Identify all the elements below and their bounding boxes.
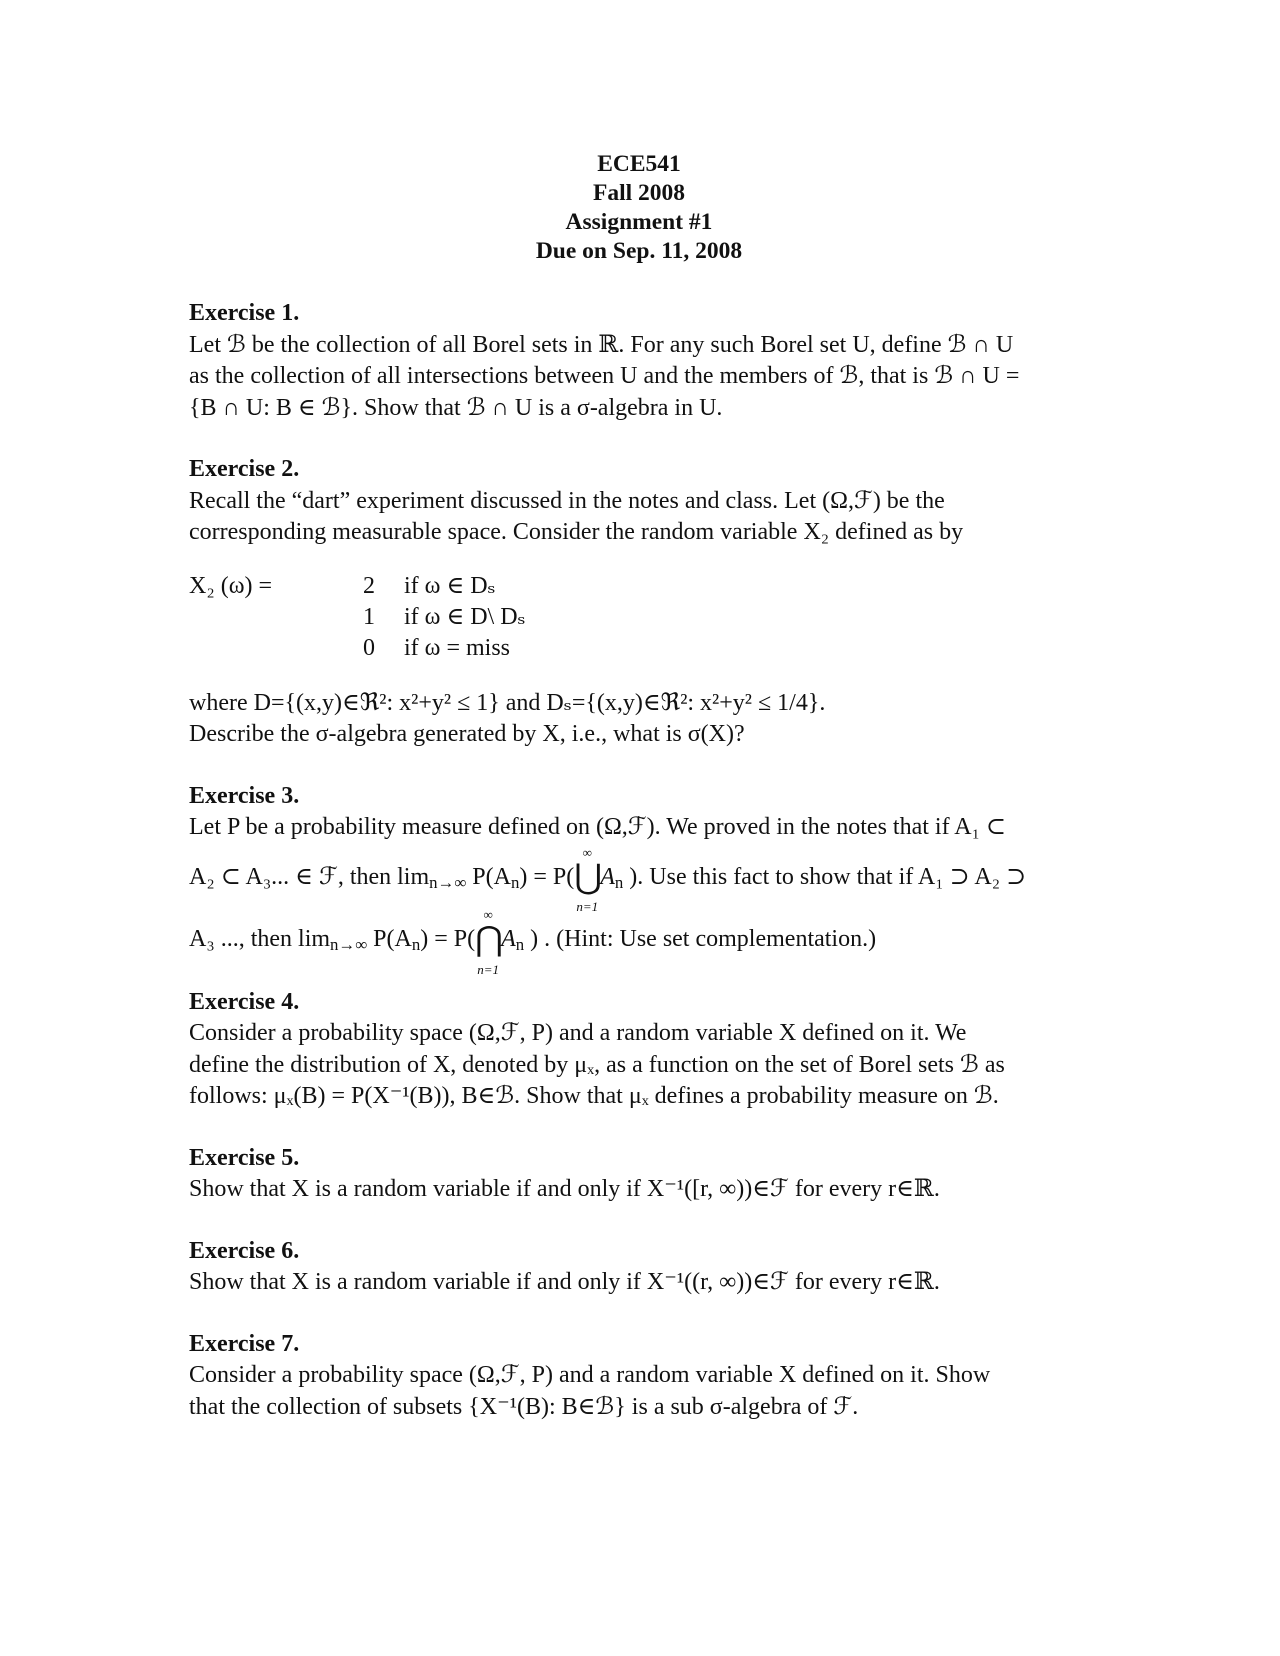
exercise-text-line: define the distribution of X, denoted by μₓ, as a function on the set of Borel sets ℬ as <box>189 1051 1005 1078</box>
exercise-text-line: that the collection of subsets {X⁻¹(B): B∈ℬ} is a sub σ-algebra of ℱ. <box>189 1393 859 1420</box>
exercise-title: Exercise 6. <box>189 1237 300 1264</box>
intersection-operator: ∞ ⋂ n=1 <box>475 907 503 977</box>
exercise-text-line: follows: μₓ(B) = P(X⁻¹(B)), B∈ℬ. Show that μₓ defines a probability measure on ℬ. <box>189 1083 999 1110</box>
exercise-1 <box>189 298 1089 424</box>
intersection-limit-line: A₃ ..., then $\lim_{n\to\infty} P(A_n) = P$( ∞ ⋂ n=1 $A_n$ ) . (Hint: Use set complementation.) <box>189 907 877 977</box>
term: Fall 2008 <box>592 180 686 206</box>
exercise-text-line: Describe the σ-algebra generated by X, i.e., what is σ(X)? <box>189 721 745 747</box>
exercise-7 <box>189 1329 1089 1424</box>
piecewise-definition <box>189 571 1089 664</box>
case-condition: if ω ∈ D\ Dₛ <box>404 603 526 630</box>
exercise-4 <box>189 987 1089 1113</box>
assignment-page <box>189 150 1089 1423</box>
exercise-text-line: where D={(x,y)∈ℜ²: x²+y² ≤ 1} and Dₛ={(x,y)∈ℜ²: x²+y² ≤ 1/4}. <box>189 689 826 716</box>
exercise-title: Exercise 1. <box>189 300 300 326</box>
exercise-text-line: Recall the “dart” experiment discussed in the notes and class. Let (Ω,ℱ) be the <box>189 487 945 514</box>
exercise-text-line: Let ℬ be the collection of all Borel sets in ℝ. For any such Borel set U, define ℬ ∩ U <box>189 331 1014 358</box>
assignment-header <box>189 150 1089 266</box>
exercise-3 <box>189 781 1089 977</box>
case-condition: if ω ∈ Dₛ <box>404 572 496 599</box>
case-row <box>189 633 1089 664</box>
course-code: ECE541 <box>597 151 681 177</box>
exercise-5 <box>189 1143 1089 1206</box>
exercise-text-line: corresponding measurable space. Consider the random variable X₂ defined as by <box>189 519 964 545</box>
case-row <box>189 571 1089 602</box>
exercise-title: Exercise 7. <box>189 1330 300 1357</box>
exercise-6 <box>189 1236 1089 1299</box>
exercise-text-line: Show that X is a random variable if and only if X⁻¹([r, ∞))∈ℱ for every r∈ℝ. <box>189 1176 940 1203</box>
case-value: 0 <box>363 634 375 661</box>
exercise-title: Exercise 5. <box>189 1144 300 1171</box>
due-date: Due on Sep. 11, 2008 <box>535 238 743 264</box>
union-operator: ∞ ⋃ n=1 <box>574 844 603 914</box>
exercise-title: Exercise 4. <box>189 988 300 1015</box>
union-limit-line: A₂ ⊂ A₃... ∈ ℱ, then $\lim_{n\to\infty} P(A_n) = P$( ∞ ⋃ n=1 $A_n$ ). Use this fact to show that if A₁ ⊃ A₂ ⊃ <box>189 844 1027 914</box>
case-value: 1 <box>363 603 375 630</box>
case-row <box>189 602 1089 633</box>
exercise-title: Exercise 2. <box>189 456 300 482</box>
exercise-text-line: {B ∩ U: B ∈ ℬ}. Show that ℬ ∩ U is a σ-algebra in U. <box>189 394 723 421</box>
exercise-text-line: Consider a probability space (Ω,ℱ, P) and a random variable X defined on it. We <box>189 1020 967 1047</box>
assignment-title: Assignment #1 <box>565 209 713 235</box>
case-condition: if ω = miss <box>404 634 511 661</box>
exercise-text-line: as the collection of all intersections between U and the members of ℬ, that is ℬ ∩ U = <box>189 363 1020 389</box>
exercise-text-line: Consider a probability space (Ω,ℱ, P) and a random variable X defined on it. Show <box>189 1362 991 1389</box>
case-value: 2 <box>363 572 375 599</box>
exercise-text-line: Show that X is a random variable if and only if X⁻¹((r, ∞))∈ℱ for every r∈ℝ. <box>189 1269 940 1296</box>
exercise-text-line: Let P be a probability measure defined on (Ω,ℱ). We proved in the notes that if A₁ ⊂ <box>189 814 1007 840</box>
exercise-2 <box>189 454 1089 751</box>
exercise-title: Exercise 3. <box>189 782 300 809</box>
function-lhs: X₂ (ω) = <box>189 572 273 599</box>
